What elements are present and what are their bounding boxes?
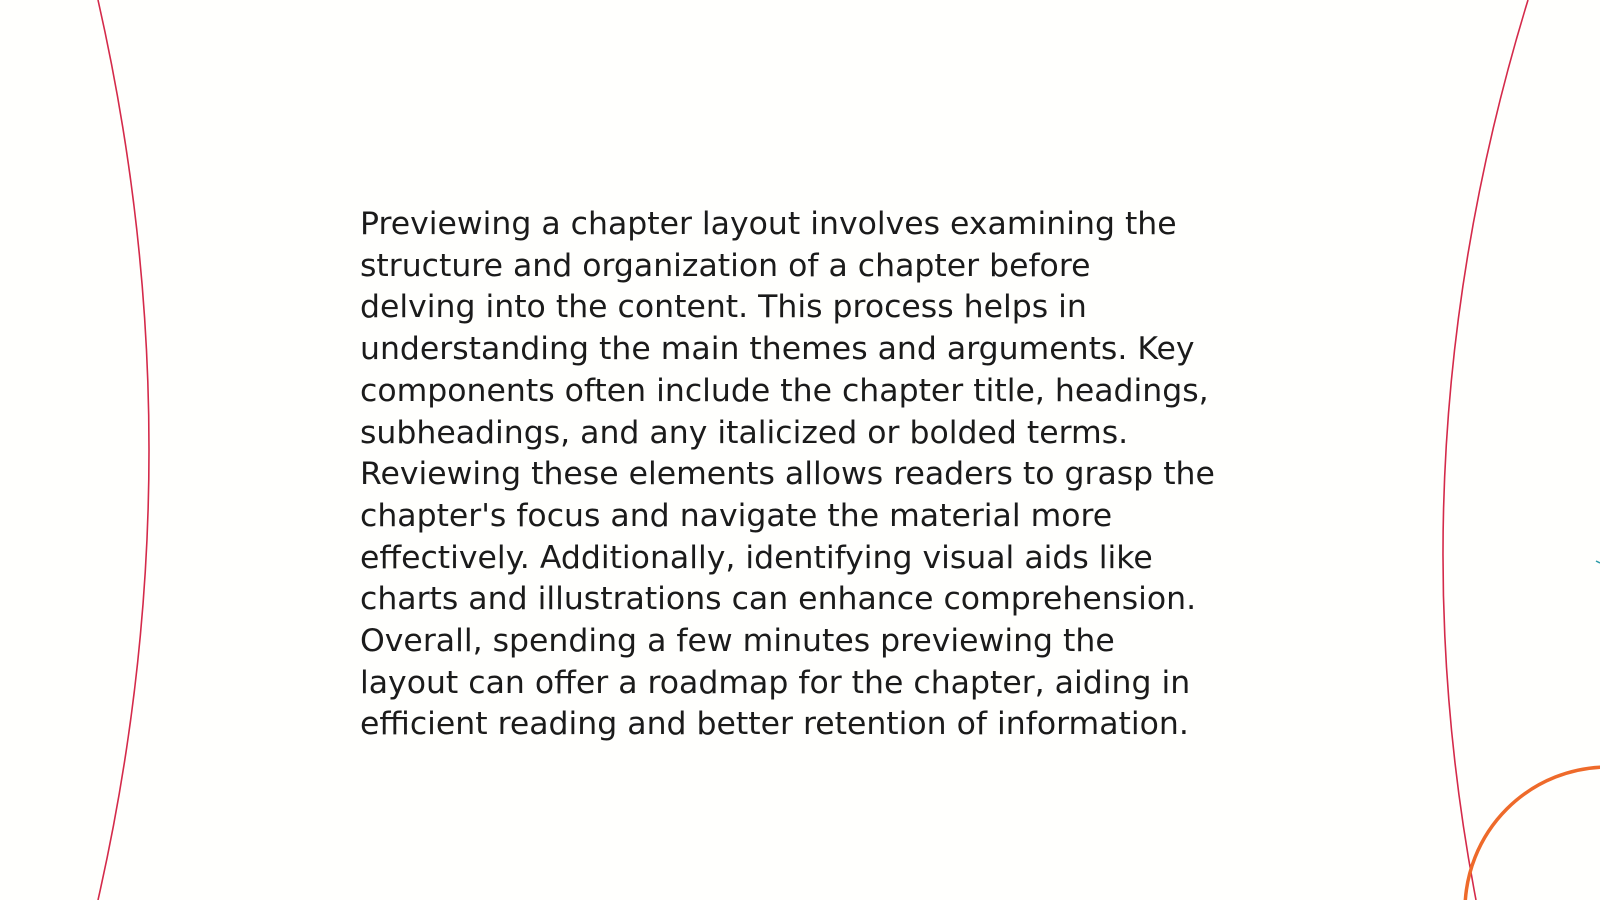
body-paragraph: Previewing a chapter layout involves examining the structure and organization of a chapter before delving into the content. This process helps in understanding the main themes and arguments. Key components often include the chapter title, headings, subheadings, and any italicized or bolded terms. Reviewing these elements allows readers to grasp the chapter's focus and navigate the material more effectively. Additionally, identifying visual aids like charts and illustrations can enhance comprehension. Overall, spending a few minutes previewing the layout can offer a roadmap for the chapter, aiding in efficient reading and better retention of information. — [360, 206, 1215, 743]
orange-circle-decoration — [1465, 767, 1600, 900]
right-arc-decoration — [1443, 0, 1528, 900]
left-arc-decoration — [98, 0, 149, 900]
teal-tick-decoration — [1596, 561, 1600, 563]
